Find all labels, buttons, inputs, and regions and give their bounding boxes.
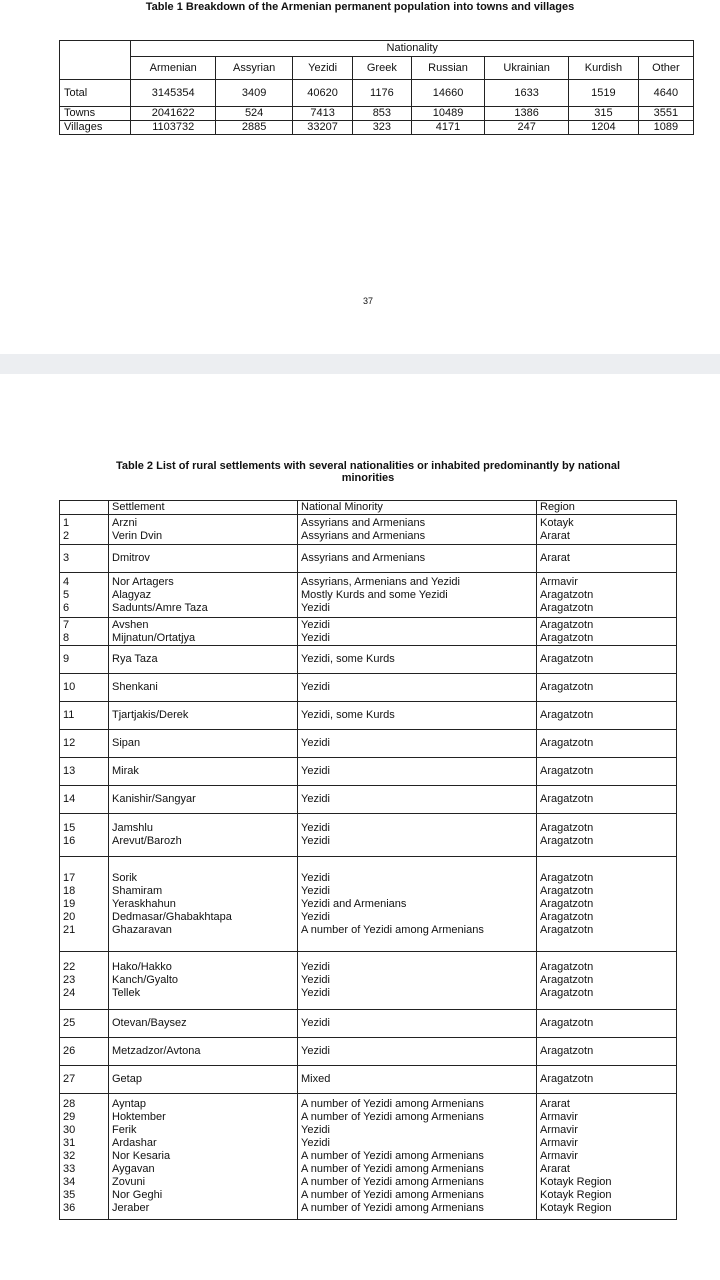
row-numbers: 3: [63, 552, 70, 564]
minority-values: A number of Yezidi among Armenians: [301, 1150, 484, 1162]
settlement-names: Alagyaz: [112, 588, 152, 601]
row-numbers: 26: [63, 1045, 76, 1057]
minority-values: Yezidi: [301, 884, 330, 897]
settlement-names: Yeraskhahun: [112, 897, 176, 910]
minority-values: Yezidi and Armenians: [301, 897, 407, 910]
table-row: [60, 573, 677, 618]
minority-values: A number of Yezidi among Armenians: [301, 923, 484, 936]
minority-values: Assyrians, Armenians and Yezidi: [301, 575, 460, 588]
settlement-names: Avshen: [112, 618, 149, 631]
table-cell: [60, 814, 109, 857]
table-cell: [60, 730, 109, 758]
minority-values: Yezidi: [301, 1124, 330, 1136]
data-cell: 4171: [411, 121, 485, 135]
table-row: [60, 702, 677, 730]
data-cell: 247: [485, 121, 569, 135]
data-cell: 33207: [293, 121, 353, 135]
row-numbers: 32: [63, 1150, 76, 1162]
table-row: [60, 814, 677, 857]
table-cell: [109, 618, 298, 646]
region-values: Aragatzotn: [540, 709, 594, 721]
region-values: Aragatzotn: [540, 974, 594, 986]
row-numbers: 19: [63, 897, 76, 910]
row-numbers: 13: [63, 765, 76, 777]
table-cell: [537, 702, 677, 730]
row-numbers: 28: [63, 1098, 76, 1110]
region-values: Aragatzotn: [540, 681, 594, 693]
nationality-group-header: Nationality: [131, 41, 694, 57]
minority-values: Mostly Kurds and some Yezidi: [301, 588, 448, 601]
table-cell: [298, 1066, 537, 1094]
table-cell: [537, 515, 677, 545]
region-values: Ararat: [540, 552, 570, 564]
row-numbers: 8: [63, 631, 70, 644]
region-values: Ararat: [540, 1163, 570, 1175]
table-row: [60, 786, 677, 814]
table-cell: [109, 1094, 298, 1220]
table-row: [60, 646, 677, 674]
table-cell: [537, 1038, 677, 1066]
settlement-names: Verin Dvin: [112, 529, 163, 542]
table-cell: [109, 545, 298, 573]
table-cell: [298, 786, 537, 814]
column-header: Kurdish: [569, 57, 639, 80]
table-row: [60, 545, 677, 573]
minority-values: Yezidi: [301, 822, 330, 834]
settlement-names: Sorik: [112, 871, 138, 884]
settlement-names: Metzadzor/Avtona: [112, 1045, 201, 1057]
settlement-names: Jamshlu: [112, 822, 153, 834]
data-cell: 7413: [293, 107, 353, 121]
data-cell: 2885: [216, 121, 293, 135]
settlements-table: [59, 500, 677, 1220]
table-cell: [298, 857, 537, 952]
minority-values: Yezidi: [301, 1045, 330, 1057]
corner-cell: [60, 41, 131, 80]
row-numbers: 31: [63, 1137, 76, 1149]
settlement-names: Sadunts/Amre Taza: [112, 601, 208, 614]
row-numbers: 35: [63, 1189, 76, 1201]
row-numbers: 4: [63, 575, 70, 588]
minority-values: A number of Yezidi among Armenians: [301, 1163, 484, 1175]
data-cell: 10489: [411, 107, 485, 121]
document-page-1: [0, 0, 720, 354]
table-cell: [537, 857, 677, 952]
region-values: Aragatzotn: [540, 631, 594, 644]
settlement-names: Kanch/Gyalto: [112, 974, 179, 986]
minority-values: Yezidi: [301, 910, 330, 923]
region-values: Aragatzotn: [540, 601, 594, 614]
data-cell: 524: [216, 107, 293, 121]
settlement-names: Nor Artagers: [112, 575, 174, 588]
table-cell: [60, 1094, 109, 1220]
region-values: Kotayk Region: [540, 1202, 612, 1214]
region-values: Ararat: [540, 1098, 570, 1110]
table-cell: [60, 1038, 109, 1066]
region-values: Aragatzotn: [540, 737, 594, 749]
data-cell: 4640: [638, 80, 693, 107]
region-values: Aragatzotn: [540, 1017, 594, 1029]
table-cell: [537, 730, 677, 758]
column-header: Greek: [352, 57, 411, 80]
minority-values: Yezidi: [301, 681, 330, 693]
region-values: Aragatzotn: [540, 987, 594, 999]
table-cell: [60, 857, 109, 952]
table-row: [60, 730, 677, 758]
table-cell: [537, 545, 677, 573]
table-cell: [109, 1038, 298, 1066]
row-numbers: 33: [63, 1163, 76, 1175]
column-header: Other: [638, 57, 693, 80]
table-row: [60, 618, 677, 646]
table-cell: [60, 1010, 109, 1038]
column-header: Assyrian: [216, 57, 293, 80]
row-numbers: 27: [63, 1073, 76, 1085]
page-number: 37: [362, 296, 373, 306]
table-cell: [60, 515, 109, 545]
table-cell: [109, 1066, 298, 1094]
minority-values: Yezidi: [301, 961, 330, 973]
region-values: Armavir: [540, 1111, 578, 1123]
settlement-names: Otevan/Baysez: [112, 1017, 187, 1029]
table-row: [60, 1094, 677, 1220]
region-values: Aragatzotn: [540, 822, 594, 834]
region-values: Aragatzotn: [540, 793, 594, 805]
population-table: [59, 40, 694, 135]
data-cell: 315: [569, 107, 639, 121]
table-cell: [298, 814, 537, 857]
table-cell: [109, 646, 298, 674]
table-cell: [60, 952, 109, 1010]
table-cell: [537, 786, 677, 814]
data-cell: 853: [352, 107, 411, 121]
settlement-names: Ferik: [112, 1124, 137, 1136]
settlement-names: Arzni: [112, 516, 138, 529]
table-row: [60, 1038, 677, 1066]
data-cell: 3145354: [131, 80, 216, 107]
table-cell: [298, 646, 537, 674]
row-numbers: 17: [63, 871, 76, 884]
table-cell: [298, 1094, 537, 1220]
region-values: Aragatzotn: [540, 961, 594, 973]
data-cell: 1204: [569, 121, 639, 135]
table-cell: [298, 1038, 537, 1066]
table-cell: [298, 1010, 537, 1038]
row-numbers: 22: [63, 961, 76, 973]
minority-values: Yezidi: [301, 1017, 330, 1029]
row-label: Total: [60, 80, 131, 107]
row-numbers: 9: [63, 653, 70, 665]
row-numbers: 5: [63, 588, 70, 601]
row-numbers: 29: [63, 1111, 76, 1123]
data-cell: 1633: [485, 80, 569, 107]
table-cell: [537, 814, 677, 857]
table-cell: [109, 702, 298, 730]
minority-values: Yezidi, some Kurds: [301, 653, 395, 665]
table-cell: [537, 758, 677, 786]
row-numbers: 16: [63, 835, 76, 847]
table-cell: [298, 758, 537, 786]
minority-values: Yezidi: [301, 974, 330, 986]
header-region: Region: [537, 501, 677, 515]
row-numbers: 18: [63, 884, 76, 897]
table-row-towns: [60, 107, 694, 121]
row-numbers: 11: [63, 709, 75, 721]
table-row: [60, 1066, 677, 1094]
table-row: [60, 857, 677, 952]
table-cell: [537, 1094, 677, 1220]
table-cell: [109, 674, 298, 702]
region-values: Aragatzotn: [540, 897, 594, 910]
region-values: Kotayk Region: [540, 1176, 612, 1188]
region-values: Aragatzotn: [540, 653, 594, 665]
table-row-total: [60, 80, 694, 107]
row-numbers: 6: [63, 601, 70, 614]
minority-values: A number of Yezidi among Armenians: [301, 1098, 484, 1110]
region-values: Aragatzotn: [540, 884, 594, 897]
table-cell: [109, 814, 298, 857]
minority-values: Mixed: [301, 1073, 331, 1085]
row-numbers: 24: [63, 987, 76, 999]
row-label: Villages: [60, 121, 131, 135]
table-cell: [537, 952, 677, 1010]
table-cell: [60, 618, 109, 646]
table-row: [60, 515, 677, 545]
row-numbers: 30: [63, 1124, 76, 1136]
minority-values: Assyrians and Armenians: [301, 516, 426, 529]
header-minority: National Minority: [298, 501, 537, 515]
region-values: Aragatzotn: [540, 835, 594, 847]
settlement-names: Ayntap: [112, 1098, 147, 1110]
table-row: [60, 952, 677, 1010]
table-cell: [60, 646, 109, 674]
header-settlement: Settlement: [109, 501, 298, 515]
table-cell: [298, 674, 537, 702]
table-cell: [298, 573, 537, 618]
header-number-cell: [60, 501, 109, 515]
table-cell: [109, 952, 298, 1010]
minority-values: Yezidi: [301, 835, 330, 847]
settlement-names: Ghazaravan: [112, 923, 172, 936]
data-cell: 3551: [638, 107, 693, 121]
table-cell: [298, 515, 537, 545]
settlement-names: Sipan: [112, 737, 141, 749]
settlement-names: Hoktember: [112, 1111, 166, 1123]
table-cell: [60, 674, 109, 702]
settlement-names: Mijnatun/Ortatjya: [112, 631, 196, 644]
table-cell: [60, 786, 109, 814]
settlement-names: Ardashar: [112, 1137, 157, 1149]
table-row: [60, 758, 677, 786]
column-header-row: [60, 57, 694, 80]
minority-values: Yezidi, some Kurds: [301, 709, 395, 721]
settlement-names: Getap: [112, 1073, 142, 1085]
region-values: Aragatzotn: [540, 588, 594, 601]
table-cell: [109, 857, 298, 952]
row-numbers: 15: [63, 822, 76, 834]
column-header: Armenian: [131, 57, 216, 80]
region-values: Aragatzotn: [540, 1073, 594, 1085]
table-cell: [60, 758, 109, 786]
minority-values: Yezidi: [301, 601, 330, 614]
column-header: Russian: [411, 57, 485, 80]
settlement-names: Nor Geghi: [112, 1189, 163, 1201]
settlement-names: Kanishir/Sangyar: [112, 793, 196, 805]
row-numbers: 21: [63, 923, 76, 936]
minority-values: Assyrians and Armenians: [301, 529, 426, 542]
region-values: Aragatzotn: [540, 871, 594, 884]
minority-values: Yezidi: [301, 631, 330, 644]
minority-values: A number of Yezidi among Armenians: [301, 1202, 484, 1214]
region-values: Ararat: [540, 529, 570, 542]
table-cell: [109, 758, 298, 786]
table-cell: [298, 702, 537, 730]
region-values: Aragatzotn: [540, 1045, 594, 1057]
data-cell: 1103732: [131, 121, 216, 135]
table-cell: [537, 1010, 677, 1038]
column-header: Yezidi: [293, 57, 353, 80]
row-numbers: 12: [63, 737, 76, 749]
region-values: Aragatzotn: [540, 923, 594, 936]
table-cell: [298, 545, 537, 573]
settlement-names: Dmitrov: [112, 552, 150, 564]
data-cell: 40620: [293, 80, 353, 107]
table-cell: [298, 618, 537, 646]
minority-values: Yezidi: [301, 793, 330, 805]
minority-values: Yezidi: [301, 618, 330, 631]
row-numbers: 10: [63, 681, 76, 693]
settlement-names: Tellek: [112, 987, 141, 999]
table-2-caption: Table 2 List of rural settlements with several nationalities or inhabited predominantly by national minorities: [115, 460, 621, 484]
table-cell: [537, 674, 677, 702]
row-numbers: 23: [63, 974, 76, 986]
row-numbers: 36: [63, 1202, 76, 1214]
data-cell: 1176: [352, 80, 411, 107]
table-cell: [60, 702, 109, 730]
table-cell: [60, 573, 109, 618]
page-separator: [0, 354, 720, 374]
data-cell: 1089: [638, 121, 693, 135]
table-row: [60, 1010, 677, 1038]
data-cell: 14660: [411, 80, 485, 107]
region-values: Kotayk Region: [540, 1189, 612, 1201]
table-row: [60, 674, 677, 702]
table-cell: [109, 573, 298, 618]
region-values: Armavir: [540, 1124, 578, 1136]
row-label: Towns: [60, 107, 131, 121]
region-values: Armavir: [540, 1137, 578, 1149]
minority-values: Yezidi: [301, 987, 330, 999]
settlement-names: Zovuni: [112, 1176, 146, 1188]
table-cell: [60, 1066, 109, 1094]
minority-values: A number of Yezidi among Armenians: [301, 1189, 484, 1201]
minority-values: Assyrians and Armenians: [301, 552, 426, 564]
settlement-names: Mirak: [112, 765, 139, 777]
row-numbers: 7: [63, 618, 70, 631]
region-values: Aragatzotn: [540, 618, 594, 631]
region-values: Armavir: [540, 1150, 578, 1162]
region-values: Aragatzotn: [540, 765, 594, 777]
settlement-names: Aygavan: [112, 1163, 155, 1175]
data-cell: 2041622: [131, 107, 216, 121]
minority-values: Yezidi: [301, 765, 330, 777]
data-cell: 1386: [485, 107, 569, 121]
minority-values: A number of Yezidi among Armenians: [301, 1176, 484, 1188]
table-cell: [298, 952, 537, 1010]
table-cell: [109, 786, 298, 814]
settlement-names: Shamiram: [112, 884, 163, 897]
table-row-villages: [60, 121, 694, 135]
table-1-caption: Table 1 Breakdown of the Armenian permanent population into towns and villages: [145, 1, 575, 13]
region-values: Armavir: [540, 575, 578, 588]
table-cell: [537, 573, 677, 618]
settlement-names: Arevut/Barozh: [112, 835, 182, 847]
row-numbers: 14: [63, 793, 76, 805]
row-numbers: 34: [63, 1176, 76, 1188]
table-cell: [537, 618, 677, 646]
settlement-names: Tjartjakis/Derek: [112, 709, 189, 721]
settlement-names: Nor Kesaria: [112, 1150, 171, 1162]
table-cell: [109, 730, 298, 758]
data-cell: 323: [352, 121, 411, 135]
row-numbers: 20: [63, 910, 76, 923]
table-cell: [537, 646, 677, 674]
data-cell: 3409: [216, 80, 293, 107]
settlement-names: Rya Taza: [112, 653, 158, 665]
minority-values: Yezidi: [301, 1137, 330, 1149]
table-cell: [109, 515, 298, 545]
row-numbers: 25: [63, 1017, 76, 1029]
document-page-2: [0, 374, 720, 1280]
table-cell: [298, 730, 537, 758]
minority-values: A number of Yezidi among Armenians: [301, 1111, 484, 1123]
minority-values: Yezidi: [301, 737, 330, 749]
minority-values: Yezidi: [301, 871, 330, 884]
table-cell: [60, 545, 109, 573]
settlement-names: Jeraber: [112, 1202, 150, 1214]
data-cell: 1519: [569, 80, 639, 107]
row-numbers: 1: [63, 516, 70, 529]
region-values: Kotayk: [540, 516, 574, 529]
column-header: Ukrainian: [485, 57, 569, 80]
table-cell: [109, 1010, 298, 1038]
table-cell: [537, 1066, 677, 1094]
settlement-names: Dedmasar/Ghabakhtapa: [112, 910, 232, 923]
settlement-names: Hako/Hakko: [112, 961, 172, 973]
region-values: Aragatzotn: [540, 910, 594, 923]
row-numbers: 2: [63, 529, 70, 542]
settlement-names: Shenkani: [112, 681, 158, 693]
